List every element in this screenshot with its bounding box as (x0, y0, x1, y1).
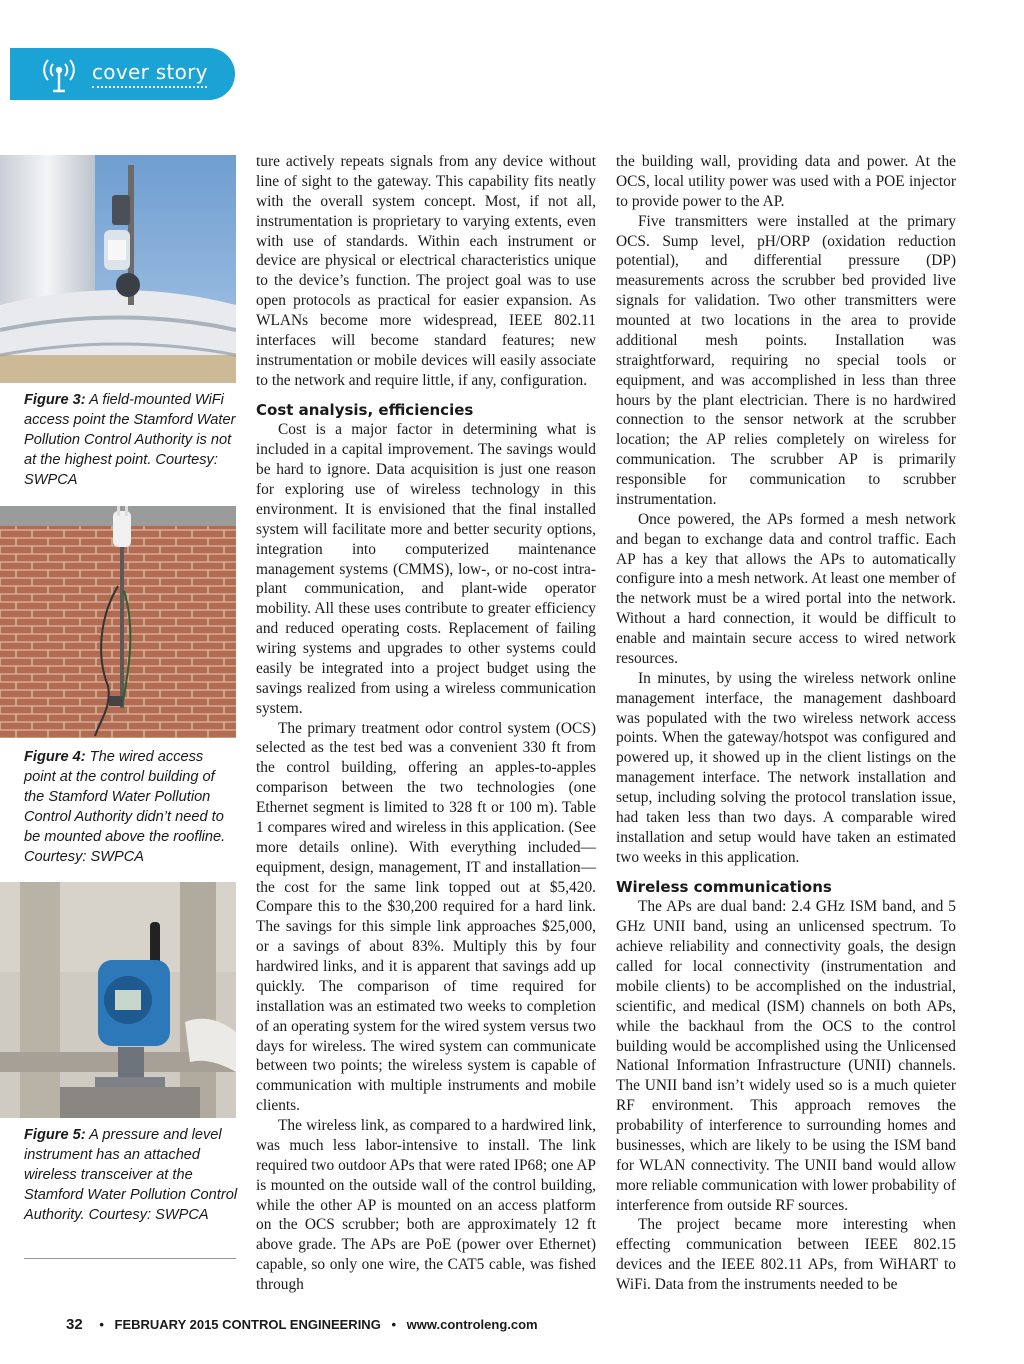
figure-5-number: Figure 5: (24, 1127, 86, 1143)
figure-5-caption (24, 1126, 238, 1226)
article-column-1 (256, 152, 596, 1295)
footer-bullet: • (391, 1317, 396, 1332)
figure-4-number: Figure 4: (24, 749, 86, 765)
paragraph: The project became more interesting when effecting communication between IEEE 802.15 devices and the IEEE 802.11 APs, from WiHART to WiFi. Data from the instruments needed to be (616, 1216, 956, 1293)
section-heading-cost-analysis: Cost analysis, efficiencies (256, 400, 474, 419)
paragraph: Once powered, the APs formed a mesh network and began to exchange data and control traffic. Each AP has a key that allows the APs to automatically configure into a mesh network. At least one member of the network must be a wired portal into the network. Without a hard connection, it would be difficult to enable and maintain secure access to wired network resources. (616, 510, 956, 667)
section-heading-wireless-communications: Wireless communications (616, 877, 832, 896)
caption-divider (24, 1258, 236, 1259)
banner-label: cover story (92, 60, 208, 84)
paragraph: The wireless link, as compared to a hardwired link, was much less labor-intensive to install. The link required two outdoor APs that were rated IP68; one AP is mounted on the outside wall of the control building, while the other AP is mounted on an access platform on the OCS scrubber; both are approximately 12 ft above grade. The APs are PoE (power over Ethernet) capable, so only one wire, the CAT5 cable, was fished through (256, 1117, 596, 1293)
paragraph: the building wall, providing data and power. At the OCS, local utility power was used with a POE injector to provide power to the AP. (616, 153, 956, 210)
figure-3-photo (0, 155, 236, 383)
paragraph: Five transmitters were installed at the primary OCS. Sump level, pH/ORP (oxidation reduction potential), and differential pressure (DP) measurements across the scrubber bed provided live signals for validation. Two other transmitters were mounted at two locations in the area to provide additional mesh points. Installation was straightforward, requiring no special tools or equipment, and was accomplished in less than three hours by the plant electrician. There is no hardwired connection to the sensor network at the scrubber location; the AP relies completely on wireless for communication. The scrubber AP is primarily responsible for communication to scrubber instrumentation. (616, 212, 956, 508)
figure-5-photo (0, 882, 236, 1118)
article-column-2 (616, 152, 956, 1295)
footer-bullet: • (99, 1317, 104, 1332)
section-banner (10, 48, 235, 100)
paragraph: ture actively repeats signals from any device without line of sight to the gateway. This capability fits neatly with the overall system concept. Most, if not all, instrumentation is proprietary to varying extents, even with use of standards. Within each instrument or device are physical or electrical characteristics unique to the device’s function. The project goal was to use open protocols as practical for easier expansion. As WLANs become more widespread, IEEE 802.11 interfaces will become standard features; new instrumentation or mobile devices will easily associate to the network and require little, if any, configuration. (256, 153, 596, 389)
footer-website-link[interactable]: www.controleng.com (406, 1317, 538, 1332)
footer-issue: FEBRUARY 2015 CONTROL ENGINEERING (114, 1317, 381, 1332)
figure-4-caption (24, 748, 238, 867)
paragraph: The primary treatment odor control system (OCS) selected as the test bed was a convenient 330 ft from the control building, offering an apples-to-apples comparison between the two technologies (one Ethernet segment is limited to 328 ft or 100 m). Table 1 compares wired and wireless in this application. (See more details online). With everything included—equipment, design, management, IT and installation—the cost for the same link topped out at $5,420. Compare this to the $30,200 required for a hard link. The savings for this simple link approaches $25,000, or a savings of about 83%. Multiply this by four hardwired links, and it is apparent that savings add up quickly. The comparison of time required for installation was an estimated two weeks to completion of an operating system for the wired system versus two days for wireless. The wired system can communicate between two points; the wireless system is capable of communication with multiple instruments and mobile clients. (256, 719, 596, 1115)
wireless-antenna-icon (38, 58, 80, 94)
figure-3-caption (24, 391, 238, 491)
figure-5-text: A pressure and level instrument has an attached wireless transceiver at the Stamford Water Pollution Control Authority. Courtesy: SWPCA (24, 1127, 238, 1223)
paragraph: The APs are dual band: 2.4 GHz ISM band, and 5 GHz UNII band, using an unlicensed spectrum. To achieve reliability and connectivity goals, the design called for local connectivity (instrumentation and mobile clients) to be accomplished on the industrial, scientific, and medical (ISM) channels on both APs, while the backhaul from the OCS to the control building would be accomplished using the Unlicensed National Information Infrastructure (UNII) channels. The UNII band isn’t widely used so is a much quieter RF environment. This approach removes the probability of interference to surrounding homes and businesses, which are likely to be using the ISM band for WLAN connectivity. The UNII band would allow more reliable communication with lower probability of interference from outside RF sources. (616, 898, 956, 1214)
paragraph: Cost is a major factor in determining what is included in a capital improvement. The savings would be hard to ignore. Data acquisition is just one reason for exploring use of wireless technology in this environment. It is envisioned that the final installed system will facilitate more and better security options, integration into computerized maintenance management systems (CMMS), low-, or no-cost intra-plant communication, and plant-wide operator mobility. All these uses contribute to greater efficiency and reduced operating costs. Replacement of failing wiring systems and upgrades to other systems could easily be integrated into a project budget using the savings realized from using a wireless communication system. (256, 421, 596, 717)
page-footer (66, 1316, 538, 1333)
page-number: 32 (66, 1316, 83, 1333)
figure-3-text: A field-mounted WiFi access point the Stamford Water Pollution Control Authority is not at the highest point. Courtesy: SWPCA (24, 392, 236, 488)
banner-dotted-underline (92, 86, 207, 88)
figure-4-photo (0, 506, 236, 738)
figure-3-number: Figure 3: (24, 392, 86, 408)
paragraph: In minutes, by using the wireless network online management interface, the management dashboard was populated with the two wireless network access points. When the gateway/hotspot was configured and powered up, it showed up in the client listings on the management interface. The network installation and setup, including solving the protocol translation issue, had taken less than two days. A comparable wired installation and setup would have taken an estimated two weeks in this application. (616, 669, 956, 866)
figure-4-text: The wired access point at the control building of the Stamford Water Pollution Control Authority didn’t need to be mounted above the roofline. Courtesy: SWPCA (24, 749, 226, 865)
